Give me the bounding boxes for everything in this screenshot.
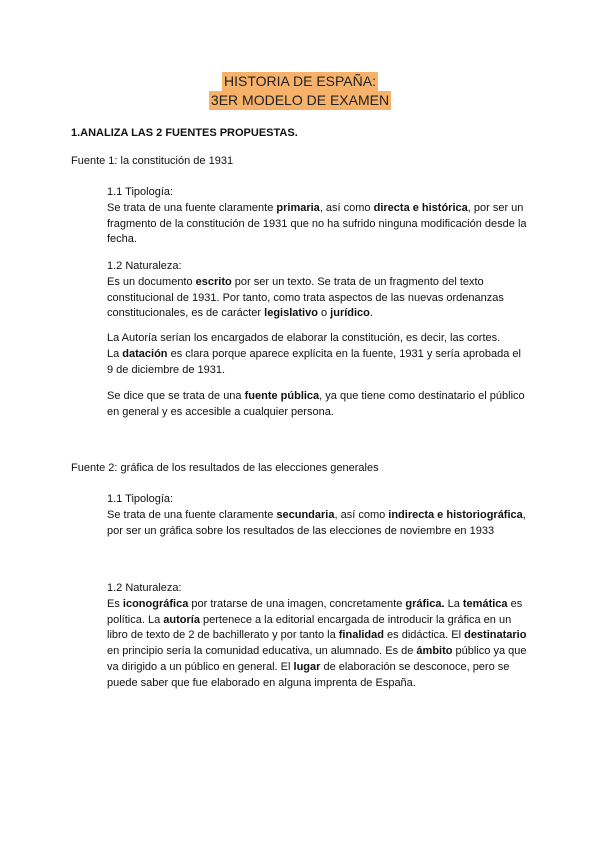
naturaleza-text: Es un documento escrito por ser un texto. Se trata de un fragmento del texto constitucional de 1931. Por tanto, como trata aspectos de las nuevas ordenanzas constitucionales, es de carácter legislativo o jurídico. (107, 275, 504, 320)
autoria-text: La Autoría serían los encargados de elaborar la constitución, es decir, las cortes. (107, 332, 501, 344)
fuente-1-publica (107, 389, 527, 421)
fuente-2-naturaleza (107, 581, 527, 692)
tipologia-heading: 1.1 Tipología: (107, 493, 174, 505)
section-heading: 1.ANALIZA LAS 2 FUENTES PROPUESTAS. (71, 127, 298, 139)
tipologia-text: Se trata de una fuente claramente secundaria, así como indirecta e historiográfica, por ser un gráfica sobre los resultados de las elecciones de noviembre en 1933 (107, 508, 526, 537)
fuente-1-label: Fuente 1: la constitución de 1931 (71, 155, 234, 167)
fuente-1-tipologia (107, 185, 527, 248)
tipologia-text: Se trata de una fuente claramente primaria, así como directa e histórica, por ser un fragmento de la constitución de 1931 que no ha sufrido ninguna modificación desde la fecha. (107, 201, 527, 246)
fuente-1-autoria (107, 331, 527, 378)
title-line-2: 3ER MODELO DE EXAMEN (210, 92, 390, 108)
naturaleza-heading: 1.2 Naturaleza: (107, 260, 182, 272)
fuente-2-tipologia (107, 492, 527, 539)
document-title (0, 72, 600, 110)
title-line-1: HISTORIA DE ESPAÑA: (224, 73, 376, 89)
tipologia-heading: 1.1 Tipología: (107, 186, 174, 198)
fuente-2-label: Fuente 2: gráfica de los resultados de las elecciones generales (71, 462, 379, 474)
naturaleza-text: Es iconográfica por tratarse de una imagen, concretamente gráfica. La temática es política. La autoría pertenece a la editorial encargada de introducir la gráfica en un libro de texto de 2 de bachillerato y por tanto la finalidad es didáctica. El destinatario en principio sería la comunidad educativa, un alumnado. Es de ámbito público ya que va dirigido a un público en general. El lugar de elaboración se desconoce, pero se puede saber que fue elaborado en alguna imprenta de España. (107, 597, 527, 689)
datacion-text: La datación es clara porque aparece explícita en la fuente, 1931 y sería aprobada el 9 de diciembre de 1931. (107, 347, 521, 376)
naturaleza-heading: 1.2 Naturaleza: (107, 582, 182, 594)
publica-text: Se dice que se trata de una fuente pública, ya que tiene como destinatario el público en general y es accesible a cualquier persona. (107, 390, 525, 418)
fuente-1-naturaleza (107, 259, 527, 322)
